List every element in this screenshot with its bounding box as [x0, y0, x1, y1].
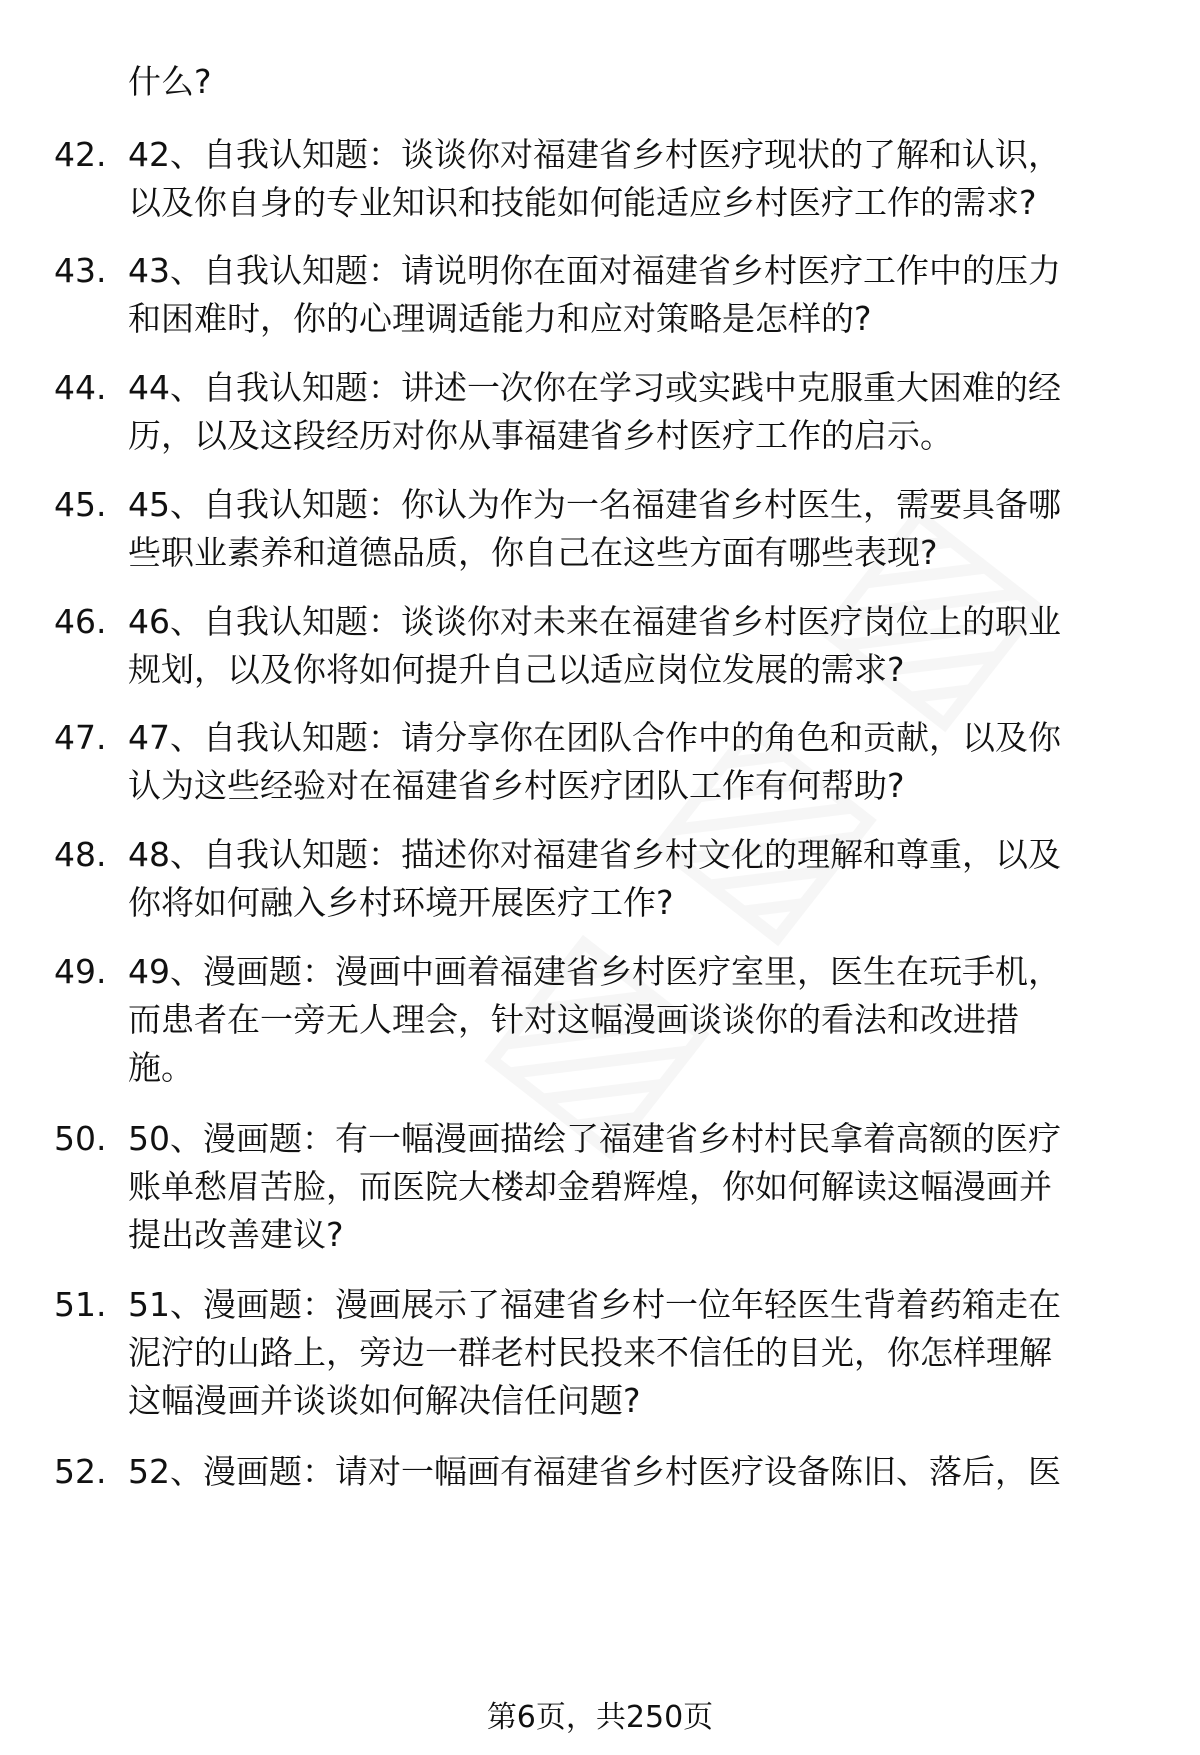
item-text	[128, 481, 1148, 577]
continuation-text: 什么?	[128, 62, 212, 101]
item-line: 43、自我认知题：请说明你在面对福建省乡村医疗工作中的压力	[128, 251, 1061, 290]
item-line: 49、漫画题：漫画中画着福建省乡村医疗室里，医生在玩手机，	[128, 952, 1061, 991]
item-line: 44、自我认知题：讲述一次你在学习或实践中克服重大困难的经	[128, 368, 1061, 407]
item-text	[128, 948, 1148, 1092]
item-line: 45、自我认知题：你认为作为一名福建省乡村医生，需要具备哪	[128, 485, 1061, 524]
item-line: 施。	[128, 1048, 194, 1087]
item-number: 43.	[54, 251, 107, 290]
item-line: 42、自我认知题：谈谈你对福建省乡村医疗现状的了解和认识，	[128, 135, 1061, 174]
item-number: 44.	[54, 368, 107, 407]
item-line: 而患者在一旁无人理会，针对这幅漫画谈谈你的看法和改进措	[128, 1000, 1019, 1039]
item-number: 45.	[54, 485, 107, 524]
item-line: 和困难时，你的心理调适能力和应对策略是怎样的?	[128, 299, 872, 338]
item-line: 以及你自身的专业知识和技能如何能适应乡村医疗工作的需求?	[128, 183, 1037, 222]
item-text	[128, 364, 1148, 460]
item-line: 51、漫画题：漫画展示了福建省乡村一位年轻医生背着药箱走在	[128, 1285, 1061, 1324]
item-number: 46.	[54, 602, 107, 641]
item-text	[128, 714, 1148, 810]
item-line: 这幅漫画并谈谈如何解决信任问题?	[128, 1381, 641, 1420]
item-text	[128, 247, 1148, 343]
item-line: 52、漫画题：请对一幅画有福建省乡村医疗设备陈旧、落后，医	[128, 1452, 1061, 1491]
item-text	[128, 1115, 1148, 1259]
item-number: 48.	[54, 835, 107, 874]
item-line: 泥泞的山路上，旁边一群老村民投来不信任的目光，你怎样理解	[128, 1333, 1052, 1372]
item-text	[128, 1281, 1148, 1425]
item-line: 48、自我认知题：描述你对福建省乡村文化的理解和尊重，以及	[128, 835, 1061, 874]
item-number: 47.	[54, 718, 107, 757]
item-line: 47、自我认知题：请分享你在团队合作中的角色和贡献，以及你	[128, 718, 1061, 757]
item-line: 历，以及这段经历对你从事福建省乡村医疗工作的启示。	[128, 416, 953, 455]
item-line: 账单愁眉苦脸，而医院大楼却金碧辉煌，你如何解读这幅漫画并	[128, 1167, 1052, 1206]
item-number: 52.	[54, 1452, 107, 1491]
item-line: 提出改善建议?	[128, 1215, 344, 1254]
item-number: 49.	[54, 952, 107, 991]
item-number: 50.	[54, 1119, 107, 1158]
item-line: 些职业素养和道德品质，你自己在这些方面有哪些表现?	[128, 533, 938, 572]
item-text	[128, 598, 1148, 694]
item-text	[128, 831, 1148, 927]
item-number: 42.	[54, 135, 107, 174]
page-footer: 第6页，共250页	[486, 1700, 714, 1735]
item-line: 规划，以及你将如何提升自己以适应岗位发展的需求?	[128, 650, 905, 689]
item-line: 你将如何融入乡村环境开展医疗工作?	[128, 883, 674, 922]
item-line: 50、漫画题：有一幅漫画描绘了福建省乡村村民拿着高额的医疗	[128, 1119, 1061, 1158]
item-text	[128, 1448, 1148, 1496]
item-line: 认为这些经验对在福建省乡村医疗团队工作有何帮助?	[128, 766, 905, 805]
item-text	[128, 131, 1148, 227]
item-number: 51.	[54, 1285, 107, 1324]
item-line: 46、自我认知题：谈谈你对未来在福建省乡村医疗岗位上的职业	[128, 602, 1061, 641]
